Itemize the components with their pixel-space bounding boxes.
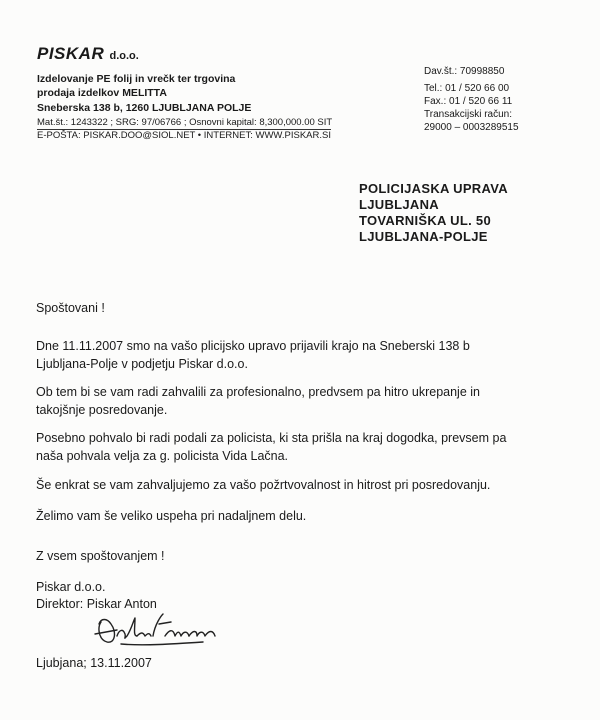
signer-title: Direktor: Piskar Anton bbox=[36, 597, 157, 611]
paragraph-2-line-2: takojšnje posredovanje. bbox=[36, 403, 168, 417]
recipient-line-3: TOVARNIŠKA UL. 50 bbox=[359, 213, 491, 228]
paragraph-5: Želimo vam še veliko uspeha pri nadaljnem delu. bbox=[36, 509, 307, 523]
closing: Z vsem spoštovanjem ! bbox=[36, 549, 165, 563]
recipient-line-2: LJUBLJANA bbox=[359, 197, 439, 212]
tax-number: Dav.št.: 70998850 bbox=[424, 66, 505, 77]
paragraph-1-line-2: Ljubljana-Polje v podjetju Piskar d.o.o. bbox=[36, 357, 248, 371]
account-label: Transakcijski račun: bbox=[424, 109, 512, 120]
paragraph-2-line-1: Ob tem bi se vam radi zahvalili za profesionalno, predvsem pa hitro ukrepanje in bbox=[36, 385, 480, 399]
signer-company: Piskar d.o.o. bbox=[36, 580, 106, 594]
salutation: Spoštovani ! bbox=[36, 301, 105, 315]
letterhead-activity: Izdelovanje PE folij in vrečk ter trgovina bbox=[37, 73, 236, 85]
letterhead-address: Sneberska 138 b, 1260 LJUBLJANA POLJE bbox=[37, 102, 252, 114]
paragraph-4: Še enkrat se vam zahvaljujemo za vašo požrtvovalnost in hitrost pri posredovanju. bbox=[36, 478, 491, 492]
letterhead-contacts: E-POŠTA: PISKAR.DOO@SIOL.NET • INTERNET: WWW.PISKAR.SI bbox=[37, 130, 331, 141]
paragraph-1-line-1: Dne 11.11.2007 smo na vašo plicijsko upravo prijavili krajo na Sneberski 138 b bbox=[36, 339, 470, 353]
recipient-line-1: POLICIJASKA UPRAVA bbox=[359, 181, 508, 196]
signature-image bbox=[93, 606, 243, 650]
telephone: Tel.: 01 / 520 66 00 bbox=[424, 83, 510, 94]
company-name: PISKAR bbox=[37, 44, 105, 63]
company-suffix: d.o.o. bbox=[109, 50, 139, 62]
letterhead-products: prodaja izdelkov MELITTA bbox=[37, 87, 167, 99]
account-number: 29000 – 0003289515 bbox=[424, 122, 519, 133]
fax: Fax.: 01 / 520 66 11 bbox=[424, 96, 513, 107]
paragraph-3-line-2: naša pohvala velja za g. policista Vida Lačna. bbox=[36, 449, 289, 463]
paragraph-3-line-1: Posebno pohvalo bi radi podali za policista, ki sta prišla na kraj dogodka, prevsem pa bbox=[36, 431, 507, 445]
letterhead-registration: Mat.št.: 1243322 ; SRG: 97/06766 ; Osnovni kapital: 8,300,000.00 SIT bbox=[37, 117, 333, 128]
place-and-date: Ljubjana; 13.11.2007 bbox=[36, 656, 152, 670]
recipient-line-4: LJUBLJANA-POLJE bbox=[359, 229, 488, 244]
company-logo bbox=[37, 44, 139, 64]
